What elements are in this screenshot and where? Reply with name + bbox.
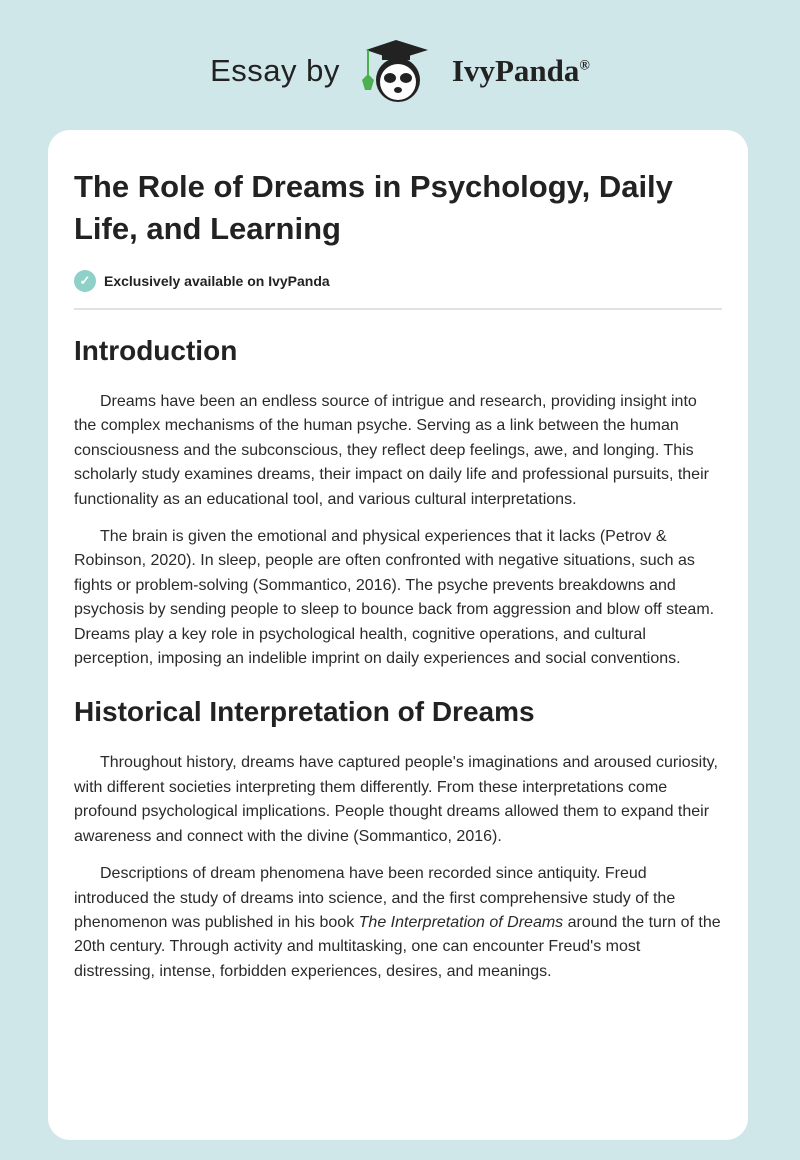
brand-text: IvyPanda [451,53,580,88]
section-heading: Historical Interpretation of Dreams [74,696,535,728]
brand-name [452,53,590,89]
page-title: The Role of Dreams in Psychology, Daily Life, and Learning [74,169,673,246]
badge-text: Exclusively available on IvyPanda [104,273,330,289]
book-title: The Interpretation of Dreams [358,913,564,931]
panda-logo-icon[interactable] [354,36,438,106]
site-header [0,36,800,106]
text-span: around the turn of the 20th century. Through activity and multitasking, one can encounter Freud's most distressing, intense, forbidden experiences, desires, and meanings. [74,913,721,980]
paragraph [74,862,722,984]
text-span: Descriptions of dream phenomena have been recorded since antiquity. Freud introduced the study of dreams into science, and the first comprehensive study of the phenomenon was published in his book [74,865,676,931]
paragraph: Dreams have been an endless source of intrigue and research, providing insight into the complex mechanisms of the human psyche. Serving as a link between the human consciousness and the subconscious, they reflect deep feelings, awe, and longing. This scholarly study examines dreams, their impact on daily life and professional pursuits, their functionality as an educational tool, and various cultural interpretations. [74,393,709,508]
essay-by-label: Essay by [210,53,340,88]
check-icon: ✓ [74,270,96,292]
exclusive-badge [74,270,722,310]
registered-mark: ® [579,58,590,74]
section-heading: Introduction [74,335,238,366]
paragraph: Throughout history, dreams have captured people's imaginations and aroused curiosity, with different societies interpreting them differently. From these interpretations come profound psychological implications. People thought dreams allowed them to expand their awareness and connect with the divine (Sommantico, 2016). [74,754,718,845]
essay-card [48,130,748,1140]
paragraph: The brain is given the emotional and physical experiences that it lacks (Petrov & Robinson, 2020). In sleep, people are often confronted with negative situations, such as fights or problem-solving (Sommantico, 2016). The psyche prevents breakdowns and psychosis by sending people to sleep to bounce back from aggression and blow off steam. Dreams play a key role in psychological health, cognitive operations, and cultural perception, imposing an indelible imprint on daily experiences and social conventions. [74,528,715,668]
